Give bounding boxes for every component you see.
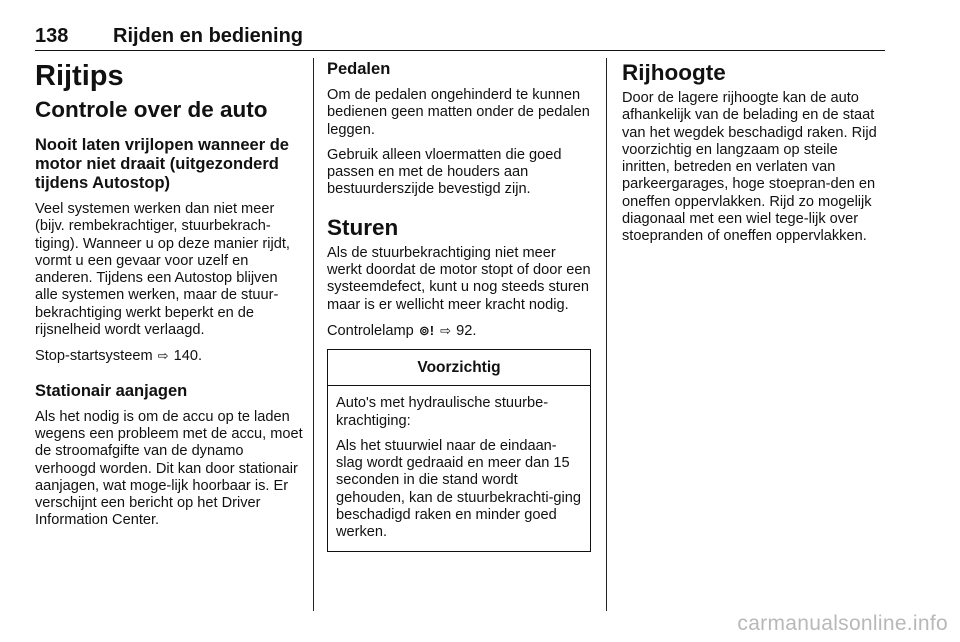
caution-title: Voorzichtig <box>328 350 590 386</box>
paragraph-idle: Veel systemen werken dan niet meer (bijv. rembekrachtiger, stuurbekrach-tiging). Wanneer u op deze manier rijdt, vormt u een gevaar voor uzelf en anderen. Tijdens een Autostop blijven alle systemen werken, maar de stuur-bekrachtiging werkt beperkt en de rijsnelheid wordt verlaagd. <box>35 201 290 339</box>
column-divider <box>606 58 607 611</box>
caution-paragraph-2: Als het stuurwiel naar de eindaan-slag wordt gedraaid en meer dan 15 seconden in die stand wordt gehouden, kan de stuurbekrachti-ging beschadigd raken en minder goed werken. <box>336 437 582 541</box>
paragraph-sturen: Als de stuurbekrachtiging niet meer werkt doordat de motor stopt of door een systeemdefect, kunt u nog steeds sturen maar is er wellicht meer kracht nodig. <box>327 244 591 313</box>
subtitle: Controle over de auto <box>35 97 268 122</box>
paragraph-rijhoogte: Door de lagere rijhoogte kan de auto afhankelijk van de belading en de staat van het wegdek beschadigd raken. Rijd voorzichtig en langzaam op steile inritten, betreden en verlaten van parkeergarages, hoge stoepran-den en oneffen oppervlakken. Rijd zo mogelijk diagonaal met een wiel tege-lijk over stoepranden of oneffen oppervlakken. <box>622 90 877 245</box>
watermark: carmanualsonline.info <box>737 612 948 635</box>
cross-reference-controlelamp <box>327 322 593 340</box>
heading-stationair: Stationair aanjagen <box>35 381 188 400</box>
section-title: Rijden en bediening <box>113 25 304 47</box>
cross-reference-stop-start <box>35 347 303 365</box>
caution-body <box>328 386 590 550</box>
heading-pedalen: Pedalen <box>327 60 391 78</box>
page-title: Rijtips <box>35 60 124 92</box>
page-number: 138 <box>35 25 69 47</box>
caution-paragraph-1: Auto's met hydraulische stuurbe-krachtiging: <box>336 395 549 429</box>
heading-sturen: Sturen <box>327 214 399 240</box>
caution-box <box>327 349 591 551</box>
heading-idle: Nooit laten vrijlopen wanneer de motor niet draait (uitgezonderd tijdens Autostop) <box>35 136 289 192</box>
steering-warning-lamp-icon: ⊚! <box>418 322 435 338</box>
paragraph-pedalen-1: Om de pedalen ongehinderd te kunnen bedienen geen matten onder de pedalen leggen. <box>327 87 590 138</box>
paragraph-pedalen-2: Gebruik alleen vloermatten die goed passen en met de houders aan bestuurderszijde bevestigd zijn. <box>327 146 562 198</box>
reference-page: 92. <box>456 322 477 339</box>
column-middle <box>327 60 593 552</box>
page-ref-arrow-icon: ⇨ <box>157 348 169 364</box>
page-ref-arrow-icon: ⇨ <box>440 322 452 338</box>
reference-text: Controlelamp <box>327 322 414 339</box>
column-right <box>622 60 888 254</box>
column-divider <box>313 58 314 611</box>
reference-page: 140. <box>173 348 203 365</box>
heading-rijhoogte: Rijhoogte <box>622 60 726 85</box>
column-left <box>35 60 303 538</box>
reference-text: Stop-startsysteem <box>35 348 153 365</box>
paragraph-stationair: Als het nodig is om de accu op te laden wegens een probleem met de accu, moet de stroomafgifte van de dynamo verhoogd worden. Dit kan door stationair aanjagen, wat moge-lijk hoorbaar is. Er verschijnt een bericht op het Driver Information Center. <box>35 408 303 529</box>
page-header <box>35 26 885 51</box>
